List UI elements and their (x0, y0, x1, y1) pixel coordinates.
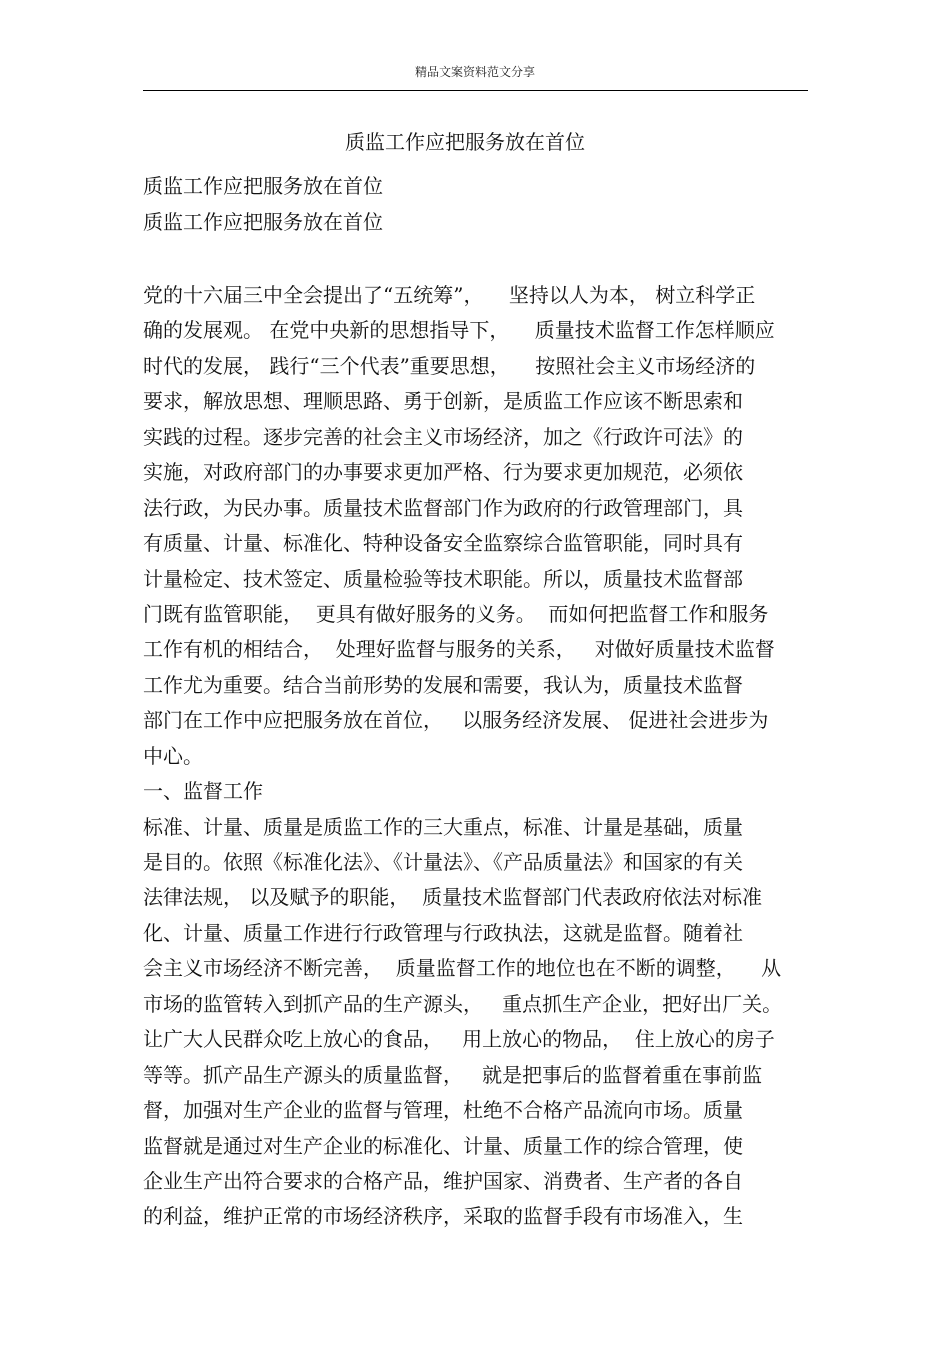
body-line: 中心。 (143, 743, 203, 768)
body-line: 的利益，维护正常的市场经济秩序，采取的监督手段有市场准入，生 (143, 1204, 743, 1229)
body-line: 监督就是通过对生产企业的标准化、计量、质量工作的综合管理，使 (143, 1133, 743, 1158)
body-line: 计量检定、技术签定、质量检验等技术职能。所以，质量技术监督部 (143, 566, 743, 591)
body-line: 是目的。依照《标准化法》、《计量法》、《产品质量法》和国家的有关 (143, 850, 743, 874)
body-line: 标准、计量、质量是质监工作的三大重点，标准、计量是基础，质量 (143, 814, 743, 839)
body-line: 有质量、计量、标准化、特种设备安全监察综合监管职能，同时具有 (143, 531, 743, 556)
body-line: 等等。抓产品生产源头的质量监督， 就是把事后的监督着重在事前监 (143, 1062, 763, 1087)
body-line: 法行政，为民办事。质量技术监督部门作为政府的行政管理部门，具 (143, 495, 743, 520)
body-line: 市场的监管转入到抓产品的生产源头， 重点抓生产企业，把好出厂关。 (143, 991, 783, 1016)
subtitle-line: 质监工作应把服务放在首位 (143, 174, 383, 198)
body-line: 工作尤为重要。结合当前形势的发展和需要，我认为，质量技术监督 (143, 672, 743, 697)
section-heading: 一、监督工作 (143, 779, 263, 804)
body-line: 工作有机的相结合， 处理好监督与服务的关系， 对做好质量技术监督 (143, 637, 775, 662)
body-text (143, 278, 813, 1235)
body-line: 部门在工作中应把服务放在首位， 以服务经济发展、 促进社会进步为 (143, 708, 769, 733)
document-title: 质监工作应把服务放在首位 (345, 130, 585, 154)
header-divider (143, 90, 808, 91)
body-line: 企业生产出符合要求的合格产品，维护国家、消费者、生产者的各自 (143, 1168, 743, 1193)
body-line: 督，加强对生产企业的监督与管理，杜绝不合格产品流向市场。质量 (143, 1098, 743, 1123)
body-line: 会主义市场经济不断完善， 质量监督工作的地位也在不断的调整， 从 (143, 956, 782, 981)
body-line: 时代的发展， 践行“三个代表”重要思想， 按照社会主义市场经济的 (143, 353, 756, 378)
body-line: 党的十六届三中全会提出了“五统筹”， 坚持以人为本， 树立科学正 (143, 283, 756, 307)
body-line: 要求，解放思想、理顺思路、勇于创新，是质监工作应该不断思索和 (143, 389, 743, 414)
body-line: 让广大人民群众吃上放心的食品， 用上放心的物品， 住上放心的房子 (143, 1027, 775, 1052)
body-line: 门既有监管职能， 更具有做好服务的义务。 而如何把监督工作和服务 (143, 601, 769, 626)
page-header-text: 精品文案资料范文分享 (414, 65, 535, 79)
body-line: 实施，对政府部门的办事要求更加严格、行为要求更加规范，必须依 (143, 460, 743, 485)
body-line: 确的发展观。 在党中央新的思想指导下， 质量技术监督工作怎样顺应 (143, 318, 775, 343)
body-line: 实践的过程。逐步完善的社会主义市场经济，加之《行政许可法》的 (143, 424, 743, 449)
body-line: 化、计量、质量工作进行行政管理与行政执法，这就是监督。随着社 (143, 920, 743, 945)
body-line: 法律法规， 以及赋予的职能， 质量技术监督部门代表政府依法对标准 (143, 885, 763, 910)
subtitle-line: 质监工作应把服务放在首位 (143, 210, 383, 234)
